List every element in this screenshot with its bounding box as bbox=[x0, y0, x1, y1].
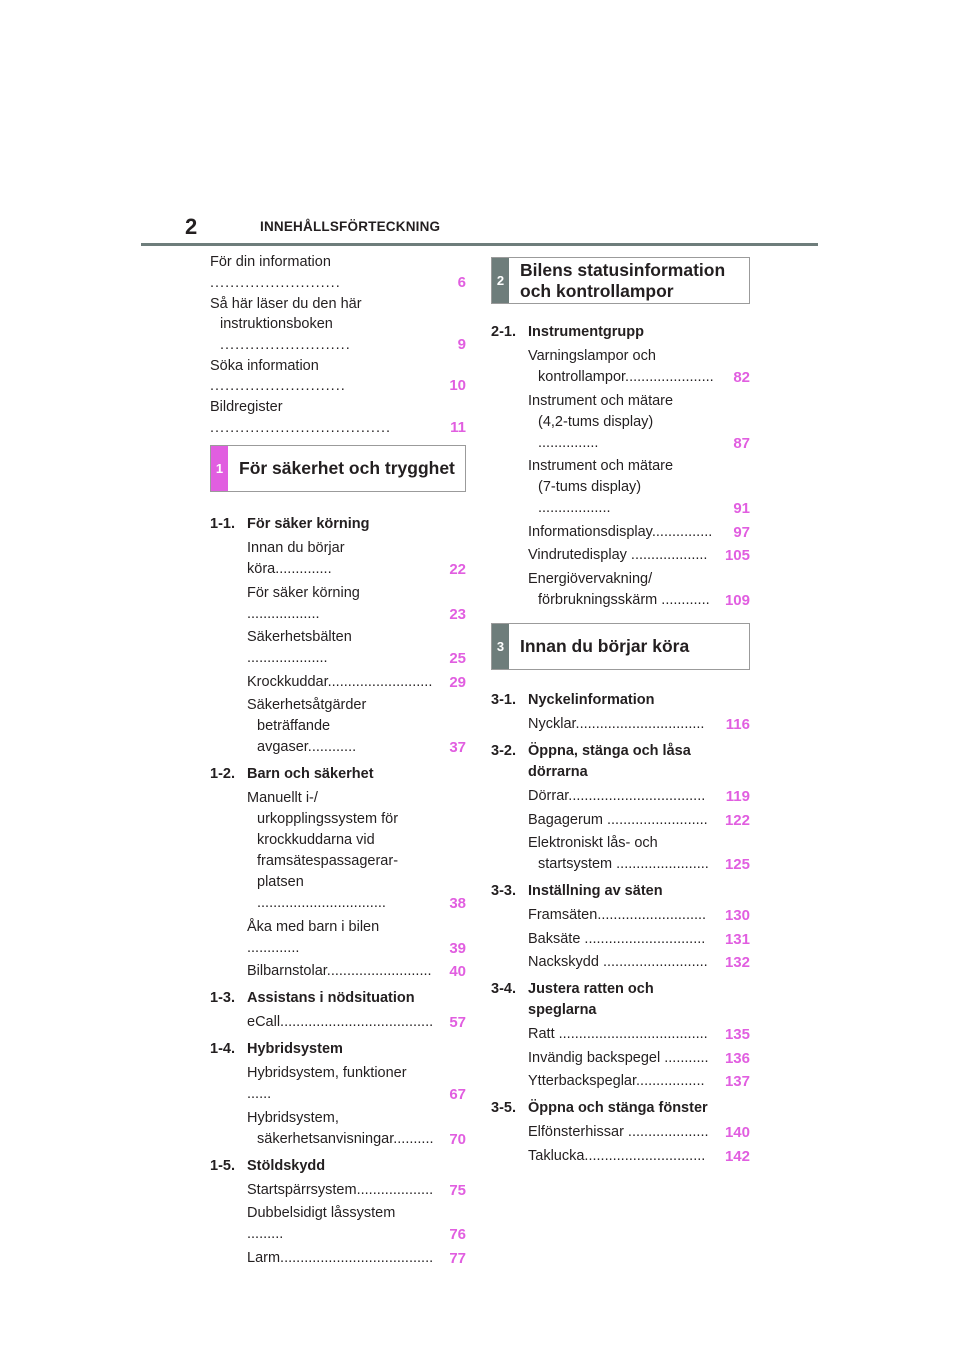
chapter-title: För säkerhet och trygghet bbox=[239, 458, 455, 478]
toc-item[interactable]: Manuellt i-/ urkopplingssystem för krockkuddarna vid framsätespassagerar- platsen ................................ 38 bbox=[247, 790, 466, 912]
toc-item[interactable]: Nycklar................................ 116 bbox=[528, 716, 750, 733]
toc-item[interactable]: Dörrar.................................. 119 bbox=[528, 788, 750, 805]
section-heading[interactable]: 3-1. Nyckelinformation bbox=[491, 692, 655, 708]
toc-item[interactable]: Säkerhetsbälten .................... 25 bbox=[247, 629, 466, 667]
page-link[interactable]: 91 bbox=[733, 500, 750, 517]
page-number: 2 bbox=[185, 214, 198, 239]
toc-item[interactable]: Framsäten........................... 130 bbox=[528, 907, 750, 924]
section-heading[interactable]: 1-2. Barn och säkerhet bbox=[210, 766, 374, 782]
page-link[interactable]: 87 bbox=[733, 434, 750, 452]
chapter-tab: 2 bbox=[492, 258, 509, 303]
toc-item[interactable]: Bagagerum ......................... 122 bbox=[528, 811, 750, 829]
toc-item[interactable]: Elfönsterhissar .................... 140 bbox=[528, 1124, 750, 1141]
toc-item[interactable]: Larm...................................... 77 bbox=[247, 1249, 466, 1267]
chapter-title: Bilens statusinformation och kontrollampor bbox=[520, 259, 726, 301]
toc-item[interactable]: Instrument och mätare (7-tums display) .................. 91 bbox=[528, 458, 750, 517]
toc-item[interactable]: Bilbarnstolar.......................... 40 bbox=[247, 963, 466, 980]
page-link[interactable]: 97 bbox=[733, 523, 750, 541]
page-link[interactable]: 75 bbox=[449, 1181, 466, 1199]
page-link[interactable]: 67 bbox=[449, 1086, 466, 1103]
page-link[interactable]: 105 bbox=[724, 547, 750, 564]
page-link[interactable]: 135 bbox=[724, 1026, 750, 1043]
page-link[interactable]: 40 bbox=[449, 963, 466, 980]
page-header bbox=[0, 0, 960, 250]
toc-item[interactable]: Baksäte .............................. 131 bbox=[528, 930, 750, 948]
toc-item[interactable]: Taklucka.............................. 142 bbox=[528, 1147, 750, 1165]
section-heading[interactable]: 3-3. Inställning av säten bbox=[491, 883, 663, 899]
chapter-tab: 1 bbox=[211, 446, 228, 491]
page-link[interactable]: 137 bbox=[724, 1073, 750, 1090]
toc-entry[interactable]: Bildregister .................................... 11 bbox=[210, 397, 466, 438]
toc-entry[interactable]: För din information .......................... 6 bbox=[210, 252, 466, 293]
page-link[interactable]: 125 bbox=[724, 856, 750, 873]
page-link[interactable]: 132 bbox=[724, 954, 750, 971]
page-link[interactable]: 10 bbox=[449, 377, 466, 394]
section-heading[interactable]: 3-4. Justera ratten och speglarna bbox=[491, 981, 654, 1018]
header-divider bbox=[141, 243, 818, 246]
toc-item[interactable]: Varningslampor och kontrollampor...................... 82 bbox=[528, 348, 750, 386]
page-link[interactable]: 131 bbox=[724, 930, 750, 948]
toc-item[interactable]: Invändig backspegel ........... 136 bbox=[528, 1049, 750, 1067]
toc-item[interactable]: Ytterbackspeglar................. 137 bbox=[528, 1073, 750, 1090]
chapter-header[interactable] bbox=[491, 257, 750, 304]
toc-item[interactable]: Dubbelsidigt låssystem ......... 76 bbox=[247, 1205, 466, 1243]
page-link[interactable]: 22 bbox=[449, 561, 466, 578]
chapter-tab: 3 bbox=[492, 624, 509, 669]
page-link[interactable]: 119 bbox=[725, 788, 750, 805]
page-link[interactable]: 82 bbox=[733, 369, 750, 386]
section-heading[interactable]: 3-2. Öppna, stänga och låsa dörrarna bbox=[491, 743, 691, 780]
page-link[interactable]: 38 bbox=[449, 895, 466, 912]
page-link[interactable]: 25 bbox=[449, 650, 466, 667]
toc-item[interactable]: eCall...................................... 57 bbox=[247, 1014, 466, 1031]
page-link[interactable]: 57 bbox=[449, 1014, 466, 1031]
toc-item[interactable]: Innan du börjar köra.............. 22 bbox=[247, 540, 466, 578]
toc-entry[interactable]: Så här läser du den här instruktionsboken .......................... 9 bbox=[210, 294, 466, 356]
toc-item[interactable]: Elektroniskt lås- och startsystem ....................... 125 bbox=[528, 835, 750, 873]
section-heading[interactable]: 1-3. Assistans i nödsituation bbox=[210, 990, 415, 1006]
page-link[interactable]: 23 bbox=[449, 605, 466, 623]
toc-item[interactable]: Energiövervakning/ förbrukningsskärm ............ 109 bbox=[528, 570, 750, 609]
header-title: INNEHÅLLSFÖRTECKNING bbox=[260, 219, 441, 234]
page-link[interactable]: 77 bbox=[449, 1249, 466, 1267]
section-heading[interactable]: 1-5. Stöldskydd bbox=[210, 1157, 326, 1174]
toc-entry[interactable]: Söka information ........................... 10 bbox=[210, 356, 466, 397]
page-link[interactable]: 11 bbox=[450, 418, 466, 436]
page-link[interactable]: 39 bbox=[449, 939, 466, 957]
toc-item[interactable]: Krockkuddar.......................... 29 bbox=[247, 673, 466, 691]
page-link[interactable]: 142 bbox=[724, 1147, 750, 1165]
page-link[interactable]: 122 bbox=[724, 811, 750, 829]
toc-item[interactable]: Åka med barn i bilen ............. 39 bbox=[247, 918, 466, 957]
toc-item[interactable]: Hybridsystem, säkerhetsanvisningar.......... 70 bbox=[247, 1109, 466, 1148]
page-link[interactable]: 109 bbox=[724, 591, 750, 609]
section-heading[interactable]: 1-4. Hybridsystem bbox=[210, 1041, 343, 1057]
chapter-header[interactable] bbox=[210, 445, 466, 492]
page-link[interactable]: 9 bbox=[457, 335, 466, 353]
toc-item[interactable]: Informationsdisplay............... 97 bbox=[528, 523, 750, 541]
section-heading[interactable]: 1-1. För säker körning bbox=[210, 516, 370, 532]
chapter-title: Innan du börjar köra bbox=[520, 636, 690, 656]
section-heading[interactable]: 3-5. Öppna och stänga fönster bbox=[491, 1100, 708, 1116]
toc-item[interactable]: Hybridsystem, funktioner ...... 67 bbox=[247, 1065, 466, 1103]
page-link[interactable]: 76 bbox=[449, 1226, 466, 1243]
page-link[interactable]: 37 bbox=[449, 739, 466, 756]
toc-item[interactable]: Instrument och mätare (4,2-tums display) ............... 87 bbox=[528, 392, 750, 452]
page-link[interactable]: 29 bbox=[449, 673, 466, 691]
chapter-header[interactable] bbox=[491, 623, 750, 670]
page-link[interactable]: 140 bbox=[724, 1124, 750, 1141]
page-link[interactable]: 136 bbox=[724, 1049, 750, 1067]
toc-item[interactable]: Startspärrsystem................... 75 bbox=[247, 1181, 466, 1199]
page-link[interactable]: 6 bbox=[457, 273, 466, 291]
section-heading[interactable]: 2-1. Instrumentgrupp bbox=[491, 324, 644, 340]
toc-item[interactable]: Ratt ..................................... 135 bbox=[528, 1026, 750, 1043]
toc-item[interactable]: För säker körning .................. 23 bbox=[247, 584, 466, 623]
toc-item[interactable]: Vindrutedisplay ................... 105 bbox=[528, 547, 750, 564]
page-link[interactable]: 70 bbox=[449, 1130, 466, 1148]
toc-left-column bbox=[210, 252, 466, 1271]
toc-right-column bbox=[491, 257, 750, 1169]
page-link[interactable]: 116 bbox=[725, 716, 750, 733]
page-link[interactable]: 130 bbox=[724, 907, 750, 924]
toc-item[interactable]: Säkerhetsåtgärder beträffande avgaser............ 37 bbox=[247, 697, 466, 756]
toc-item[interactable]: Nackskydd .......................... 132 bbox=[528, 954, 750, 971]
